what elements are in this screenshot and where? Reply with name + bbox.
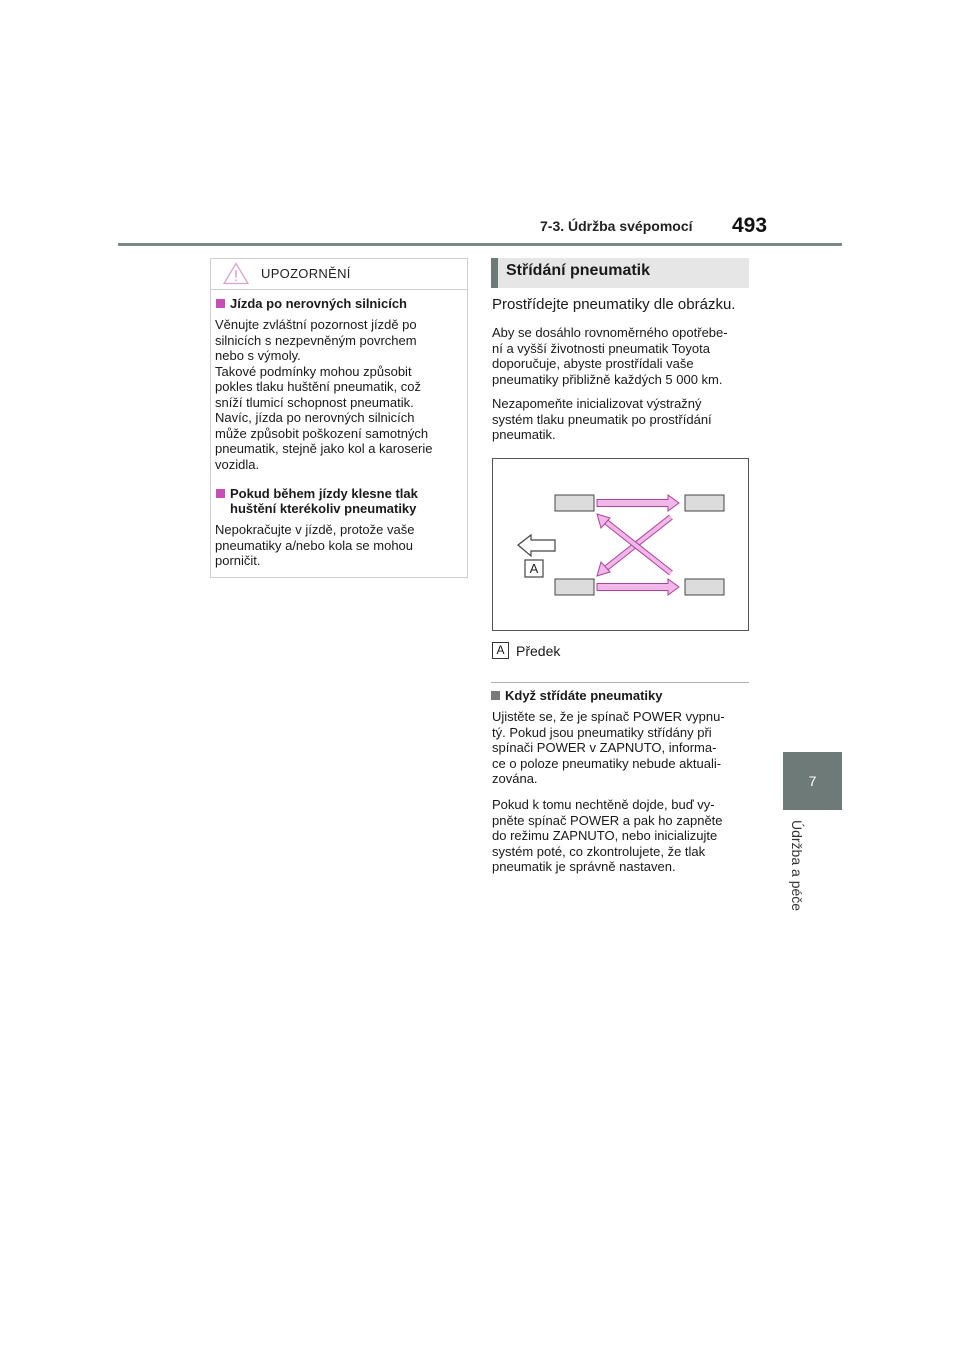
caution-header [211,259,467,290]
caption-text: Předek [516,642,561,659]
tire-rotation-diagram [493,459,748,630]
caution-title: UPOZORNĚNÍ [261,266,351,281]
paragraph: Nezapomeňte inicializovat výstražný systém tlaku pneumatik po prostřídání pneumatik. [492,396,712,442]
header-rule [118,243,842,246]
caution-item-heading: Pokud během jízdy klesne tlak huštění kterékoliv pneumatiky [215,486,467,516]
divider [491,682,749,683]
arrow-bottom-icon [597,579,679,595]
caution-box [210,258,468,578]
caption-letter: A [492,642,509,659]
square-bullet-icon [216,299,225,308]
front-direction-arrow-icon [518,535,555,556]
section-title-bar [491,258,749,288]
chapter-title: Údržba a péče [789,820,805,912]
tire-front-right [685,495,724,511]
chapter-tab[interactable] [783,752,842,810]
intro-text: Prostřídejte pneumatiky dle obrázku. [492,296,736,313]
caution-item-text: Nepokračujte v jízdě, protože vaše pneumatiky a/nebo kola se mohou porničit. [215,522,415,568]
chapter-number: 7 [808,773,817,789]
paragraph: Ujistěte se, že je spínač POWER vypnu- tý. Pokud jsou pneumatiky střídány při spínači POWER v ZAPNUTO, informa- ce o poloze pneumatiky nebude aktuali- zována. [492,709,725,786]
section-heading: 7-3. Údržba svépomocí [540,218,693,234]
page-number: 493 [732,214,768,237]
figure-caption [492,642,560,659]
square-bullet-icon [491,691,500,700]
caution-item-heading: Jízda po nerovných silnicích [215,296,467,311]
warning-triangle-icon [223,262,249,285]
figure-label: A [529,561,539,576]
tire-front-left [555,495,594,511]
sub-heading: Když střídáte pneumatiky [490,688,663,703]
section-title: Střídání pneumatik [506,262,651,279]
tire-rear-left [555,579,594,595]
paragraph: Pokud k tomu nechtěně dojde, buď vy- pněte spínač POWER a pak ho zapněte do režimu ZAPNUTO, nebo inicializujte systém poté, co zkontrolujete, že tlak pneumatik je správně nastaven. [492,797,723,874]
tire-rotation-figure [492,458,749,631]
square-bullet-icon [216,489,225,498]
paragraph: Aby se dosáhlo rovnoměrného opotřebe- ní a vyšší životnosti pneumatik Toyota doporučuje, abyste prostřídali vaše pneumatiky přibližně každých 5 000 km. [492,325,728,387]
tire-rear-right [685,579,724,595]
caution-item-text: Věnujte zvláštní pozornost jízdě po silnicích s nezpevněným povrchem nebo s výmoly. Takové podmínky mohou způsobit pokles tlaku huštění pneumatik, což sníží tlumicí schopnost pneumatik. Navíc, jízda po nerovných silnicích může způsobit poškození samotných pneumatik, stejně jako kol a karoserie vozidla. [215,317,433,472]
arrow-top-icon [597,495,679,511]
